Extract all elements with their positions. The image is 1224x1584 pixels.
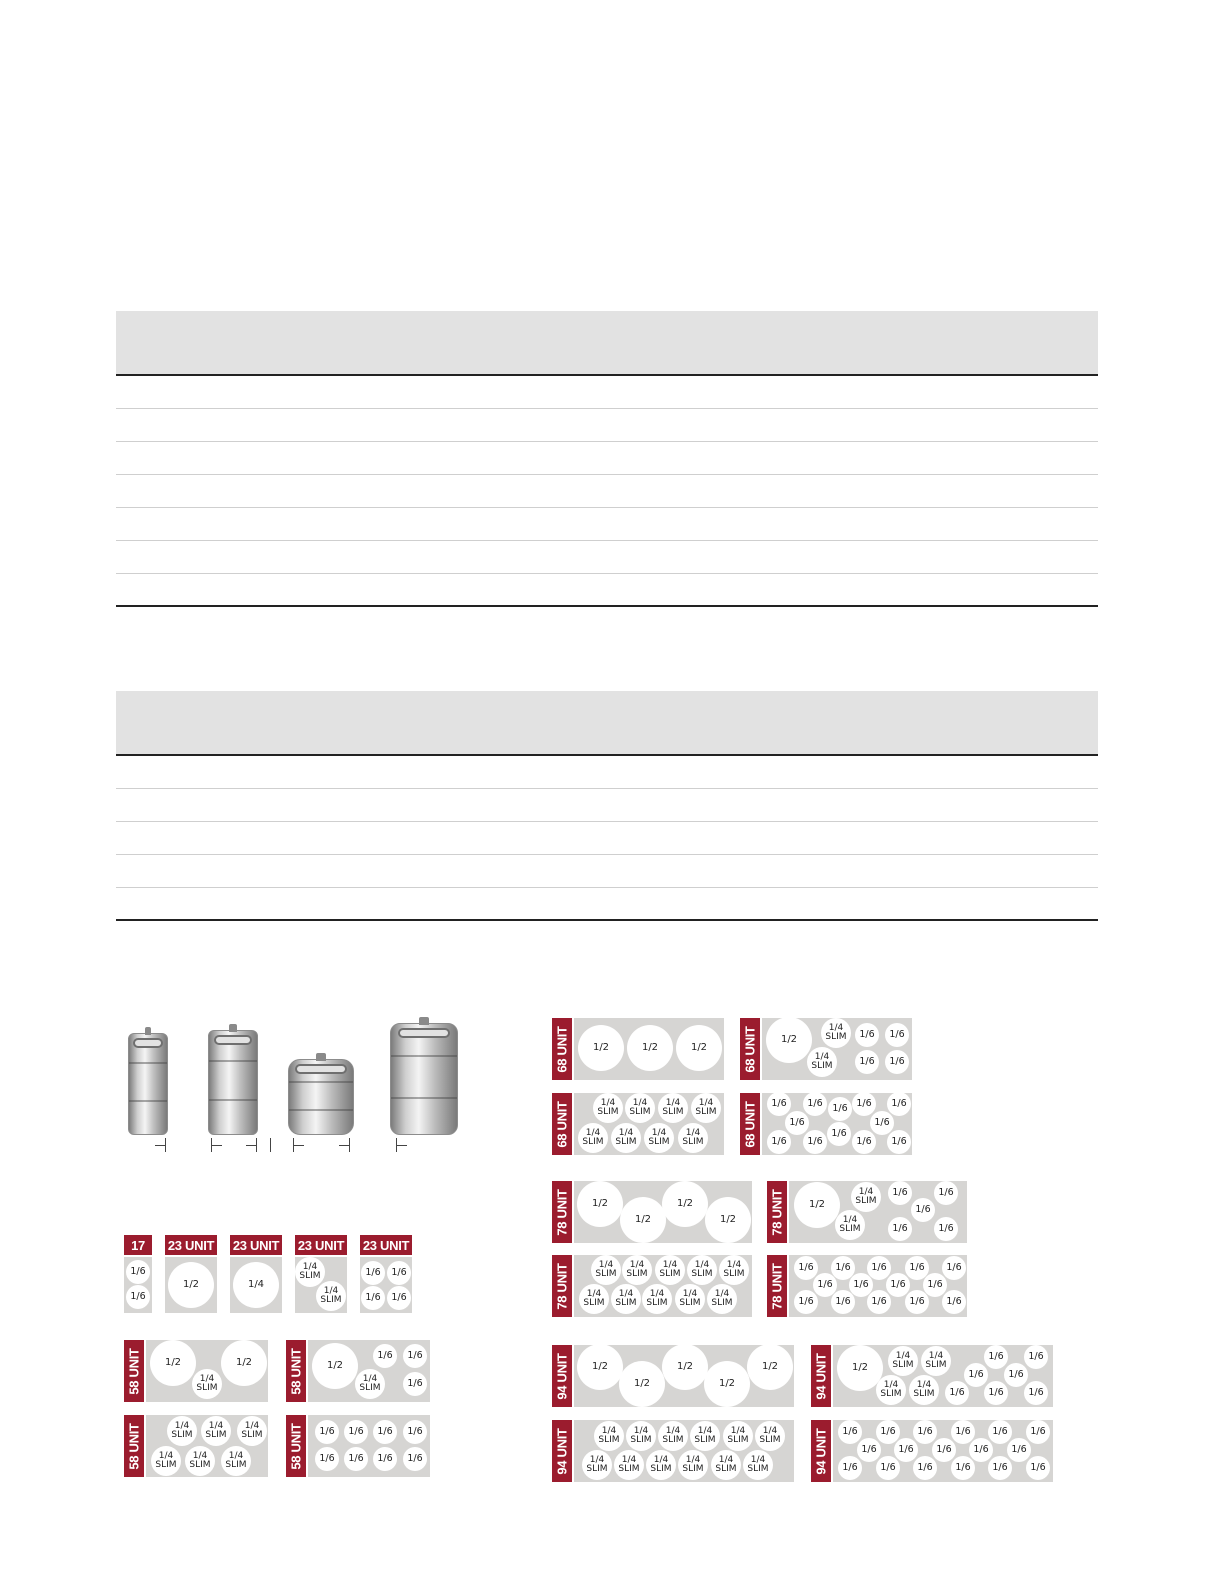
sixth-keg-circle: 1/6 — [964, 1363, 988, 1387]
sixth-keg-circle: 1/6 — [126, 1285, 150, 1309]
quarter-slim-keg-circle: 1/4 SLIM — [755, 1421, 785, 1451]
dimension-marker — [270, 1138, 271, 1152]
quarter-barrel-keg-image — [288, 1059, 354, 1135]
quarter-slim-keg-image — [208, 1030, 258, 1135]
unit-label: 17 — [124, 1235, 152, 1255]
quarter-slim-keg-circle: 1/4 SLIM — [185, 1446, 215, 1476]
quarter-slim-keg-circle: 1/4 SLIM — [691, 1093, 721, 1123]
quarter-slim-keg-circle: 1/4 SLIM — [614, 1450, 644, 1480]
sixth-keg-circle: 1/6 — [1024, 1345, 1048, 1369]
sixth-keg-circle: 1/6 — [794, 1256, 818, 1280]
unit-label: 68 UNIT — [740, 1093, 760, 1155]
table-row — [116, 855, 1098, 888]
quarter-slim-keg-circle: 1/4 SLIM — [655, 1255, 685, 1285]
half-keg-circle: 1/2 — [150, 1340, 196, 1386]
quarter-slim-keg-circle: 1/4 SLIM — [593, 1093, 623, 1123]
half-barrel-keg-image — [390, 1023, 458, 1135]
spec-table-1 — [116, 311, 1098, 607]
sixth-keg-circle: 1/6 — [361, 1261, 385, 1285]
sixth-keg-circle: 1/6 — [911, 1198, 935, 1222]
sixth-keg-circle: 1/6 — [988, 1420, 1012, 1444]
quarter-slim-keg-circle: 1/4 SLIM — [707, 1284, 737, 1314]
half-keg-circle: 1/2 — [747, 1344, 793, 1390]
sixth-keg-circle: 1/6 — [838, 1456, 862, 1480]
quarter-slim-keg-circle: 1/4 SLIM — [644, 1123, 674, 1153]
quarter-slim-keg-circle: 1/4 SLIM — [658, 1421, 688, 1451]
sixth-keg-circle: 1/6 — [888, 1217, 912, 1241]
sixth-keg-circle: 1/6 — [867, 1290, 891, 1314]
quarter-slim-keg-circle: 1/4 SLIM — [921, 1346, 951, 1376]
unit-label: 78 UNIT — [767, 1255, 787, 1317]
quarter-slim-keg-circle: 1/4 SLIM — [690, 1421, 720, 1451]
table-row — [116, 541, 1098, 574]
sixth-keg-circle: 1/6 — [945, 1381, 969, 1405]
sixth-keg-circle: 1/6 — [932, 1438, 956, 1462]
quarter-slim-keg-circle: 1/4 SLIM — [167, 1416, 197, 1446]
unit-label: 94 UNIT — [552, 1420, 572, 1482]
sixth-keg-circle: 1/6 — [942, 1290, 966, 1314]
half-keg-circle: 1/2 — [620, 1197, 666, 1243]
sixth-keg-circle: 1/6 — [813, 1273, 837, 1297]
dimension-marker — [155, 1145, 165, 1146]
sixth-keg-circle: 1/6 — [315, 1447, 339, 1471]
sixth-keg-circle: 1/6 — [373, 1420, 397, 1444]
unit-label: 23 UNIT — [360, 1235, 412, 1255]
quarter-slim-keg-circle: 1/4 SLIM — [876, 1375, 906, 1405]
sixth-barrel-keg-image — [128, 1033, 168, 1135]
unit-label: 58 UNIT — [286, 1340, 306, 1402]
quarter-slim-keg-circle: 1/4 SLIM — [295, 1257, 325, 1287]
sixth-keg-circle: 1/6 — [838, 1420, 862, 1444]
sixth-keg-circle: 1/6 — [855, 1023, 879, 1047]
dimension-marker — [212, 1145, 222, 1146]
half-keg-circle: 1/2 — [577, 1181, 623, 1227]
quarter-slim-keg-circle: 1/4 SLIM — [835, 1210, 865, 1240]
quarter-slim-keg-circle: 1/4 SLIM — [591, 1255, 621, 1285]
quarter-slim-keg-circle: 1/4 SLIM — [594, 1421, 624, 1451]
sixth-keg-circle: 1/6 — [888, 1181, 912, 1205]
sixth-keg-circle: 1/6 — [852, 1130, 876, 1154]
sixth-keg-circle: 1/6 — [387, 1261, 411, 1285]
quarter-slim-keg-circle: 1/4 SLIM — [821, 1018, 851, 1048]
sixth-keg-circle: 1/6 — [951, 1420, 975, 1444]
sixth-keg-circle: 1/6 — [344, 1447, 368, 1471]
quarter-slim-keg-circle: 1/4 SLIM — [622, 1255, 652, 1285]
sixth-keg-circle: 1/6 — [831, 1290, 855, 1314]
sixth-keg-circle: 1/6 — [988, 1456, 1012, 1480]
table-row — [116, 442, 1098, 475]
quarter-slim-keg-circle: 1/4 SLIM — [743, 1450, 773, 1480]
half-keg-circle: 1/2 — [662, 1344, 708, 1390]
sixth-keg-circle: 1/6 — [373, 1447, 397, 1471]
half-keg-circle: 1/2 — [168, 1262, 214, 1308]
table-row — [116, 756, 1098, 789]
table-row — [116, 789, 1098, 822]
sixth-keg-circle: 1/6 — [934, 1181, 958, 1205]
table-row — [116, 475, 1098, 508]
unit-label: 23 UNIT — [230, 1235, 282, 1255]
sixth-keg-circle: 1/6 — [951, 1456, 975, 1480]
spec-table-2 — [116, 691, 1098, 921]
half-keg-circle: 1/2 — [662, 1181, 708, 1227]
half-keg-circle: 1/2 — [704, 1361, 750, 1407]
sixth-keg-circle: 1/6 — [849, 1273, 873, 1297]
unit-label: 78 UNIT — [767, 1181, 787, 1243]
sixth-keg-circle: 1/6 — [315, 1420, 339, 1444]
sixth-keg-circle: 1/6 — [126, 1260, 150, 1284]
sixth-keg-circle: 1/6 — [905, 1256, 929, 1280]
sixth-keg-circle: 1/6 — [803, 1130, 827, 1154]
dimension-marker — [339, 1145, 349, 1146]
sixth-keg-circle: 1/6 — [767, 1092, 791, 1116]
sixth-keg-circle: 1/6 — [767, 1130, 791, 1154]
sixth-keg-circle: 1/6 — [785, 1111, 809, 1135]
unit-label: 23 UNIT — [165, 1235, 217, 1255]
unit-label: 94 UNIT — [811, 1420, 831, 1482]
quarter-slim-keg-circle: 1/4 SLIM — [851, 1182, 881, 1212]
quarter-slim-keg-circle: 1/4 SLIM — [626, 1421, 656, 1451]
sixth-keg-circle: 1/6 — [913, 1456, 937, 1480]
quarter-slim-keg-circle: 1/4 SLIM — [909, 1375, 939, 1405]
quarter-slim-keg-circle: 1/4 SLIM — [646, 1450, 676, 1480]
sixth-keg-circle: 1/6 — [876, 1420, 900, 1444]
sixth-keg-circle: 1/6 — [886, 1273, 910, 1297]
sixth-keg-circle: 1/6 — [942, 1256, 966, 1280]
dimension-marker — [397, 1145, 407, 1146]
dimension-marker — [294, 1145, 304, 1146]
quarter-keg-circle: 1/4 — [233, 1262, 279, 1308]
quarter-slim-keg-circle: 1/4 SLIM — [611, 1284, 641, 1314]
unit-label: 78 UNIT — [552, 1255, 572, 1317]
keg-images — [120, 1015, 480, 1155]
half-keg-circle: 1/2 — [794, 1182, 840, 1228]
quarter-slim-keg-circle: 1/4 SLIM — [807, 1047, 837, 1077]
sixth-keg-circle: 1/6 — [870, 1111, 894, 1135]
unit-label: 94 UNIT — [552, 1345, 572, 1407]
sixth-keg-circle: 1/6 — [913, 1420, 937, 1444]
table-row — [116, 574, 1098, 607]
unit-label: 58 UNIT — [124, 1340, 144, 1402]
sixth-keg-circle: 1/6 — [934, 1217, 958, 1241]
half-keg-circle: 1/2 — [676, 1025, 722, 1071]
quarter-slim-keg-circle: 1/4 SLIM — [151, 1446, 181, 1476]
sixth-keg-circle: 1/6 — [1026, 1456, 1050, 1480]
sixth-keg-circle: 1/6 — [984, 1381, 1008, 1405]
sixth-keg-circle: 1/6 — [403, 1344, 427, 1368]
unit-label: 68 UNIT — [552, 1018, 572, 1080]
half-keg-circle: 1/2 — [312, 1343, 358, 1389]
quarter-slim-keg-circle: 1/4 SLIM — [237, 1416, 267, 1446]
sixth-keg-circle: 1/6 — [894, 1438, 918, 1462]
unit-label: 68 UNIT — [740, 1018, 760, 1080]
quarter-slim-keg-circle: 1/4 SLIM — [711, 1450, 741, 1480]
table-row — [116, 376, 1098, 409]
dimension-marker — [246, 1145, 256, 1146]
sixth-keg-circle: 1/6 — [794, 1290, 818, 1314]
table-row — [116, 822, 1098, 855]
sixth-keg-circle: 1/6 — [852, 1092, 876, 1116]
sixth-keg-circle: 1/6 — [827, 1122, 851, 1146]
table-row — [116, 888, 1098, 921]
unit-label: 78 UNIT — [552, 1181, 572, 1243]
quarter-slim-keg-circle: 1/4 SLIM — [723, 1421, 753, 1451]
quarter-slim-keg-circle: 1/4 SLIM — [678, 1450, 708, 1480]
quarter-slim-keg-circle: 1/4 SLIM — [355, 1369, 385, 1399]
sixth-keg-circle: 1/6 — [403, 1447, 427, 1471]
quarter-slim-keg-circle: 1/4 SLIM — [658, 1093, 688, 1123]
quarter-slim-keg-circle: 1/4 SLIM — [687, 1255, 717, 1285]
quarter-slim-keg-circle: 1/4 SLIM — [642, 1284, 672, 1314]
quarter-slim-keg-circle: 1/4 SLIM — [582, 1450, 612, 1480]
sixth-keg-circle: 1/6 — [969, 1438, 993, 1462]
sixth-keg-circle: 1/6 — [1024, 1381, 1048, 1405]
unit-label: 23 UNIT — [295, 1235, 347, 1255]
quarter-slim-keg-circle: 1/4 SLIM — [888, 1346, 918, 1376]
sixth-keg-circle: 1/6 — [887, 1130, 911, 1154]
dimension-marker — [165, 1138, 166, 1152]
quarter-slim-keg-circle: 1/4 SLIM — [611, 1123, 641, 1153]
quarter-slim-keg-circle: 1/4 SLIM — [675, 1284, 705, 1314]
half-keg-circle: 1/2 — [705, 1197, 751, 1243]
table-1-header — [116, 311, 1098, 376]
sixth-keg-circle: 1/6 — [887, 1092, 911, 1116]
sixth-keg-circle: 1/6 — [1007, 1438, 1031, 1462]
half-keg-circle: 1/2 — [577, 1344, 623, 1390]
unit-label: 58 UNIT — [286, 1415, 306, 1477]
half-keg-circle: 1/2 — [578, 1025, 624, 1071]
half-keg-circle: 1/2 — [221, 1340, 267, 1386]
quarter-slim-keg-circle: 1/4 SLIM — [192, 1369, 222, 1399]
sixth-keg-circle: 1/6 — [828, 1097, 852, 1121]
sixth-keg-circle: 1/6 — [1026, 1420, 1050, 1444]
sixth-keg-circle: 1/6 — [387, 1286, 411, 1310]
quarter-slim-keg-circle: 1/4 SLIM — [579, 1284, 609, 1314]
sixth-keg-circle: 1/6 — [831, 1256, 855, 1280]
sixth-keg-circle: 1/6 — [905, 1290, 929, 1314]
quarter-slim-keg-circle: 1/4 SLIM — [719, 1255, 749, 1285]
unit-label: 58 UNIT — [124, 1415, 144, 1477]
table-2-header — [116, 691, 1098, 756]
sixth-keg-circle: 1/6 — [984, 1345, 1008, 1369]
dimension-marker — [349, 1138, 350, 1152]
quarter-slim-keg-circle: 1/4 SLIM — [578, 1123, 608, 1153]
sixth-keg-circle: 1/6 — [361, 1286, 385, 1310]
half-keg-circle: 1/2 — [766, 1017, 812, 1063]
unit-label: 68 UNIT — [552, 1093, 572, 1155]
table-row — [116, 508, 1098, 541]
half-keg-circle: 1/2 — [837, 1345, 883, 1391]
sixth-keg-circle: 1/6 — [373, 1344, 397, 1368]
quarter-slim-keg-circle: 1/4 SLIM — [678, 1123, 708, 1153]
sixth-keg-circle: 1/6 — [1004, 1363, 1028, 1387]
sixth-keg-circle: 1/6 — [855, 1050, 879, 1074]
quarter-slim-keg-circle: 1/4 SLIM — [221, 1446, 251, 1476]
quarter-slim-keg-circle: 1/4 SLIM — [201, 1416, 231, 1446]
table-row — [116, 409, 1098, 442]
sixth-keg-circle: 1/6 — [876, 1456, 900, 1480]
sixth-keg-circle: 1/6 — [885, 1023, 909, 1047]
half-keg-circle: 1/2 — [619, 1361, 665, 1407]
sixth-keg-circle: 1/6 — [344, 1420, 368, 1444]
dimension-marker — [256, 1138, 257, 1152]
quarter-slim-keg-circle: 1/4 SLIM — [625, 1093, 655, 1123]
sixth-keg-circle: 1/6 — [403, 1420, 427, 1444]
half-keg-circle: 1/2 — [627, 1025, 673, 1071]
sixth-keg-circle: 1/6 — [403, 1372, 427, 1396]
quarter-slim-keg-circle: 1/4 SLIM — [316, 1281, 346, 1311]
sixth-keg-circle: 1/6 — [867, 1256, 891, 1280]
sixth-keg-circle: 1/6 — [803, 1092, 827, 1116]
sixth-keg-circle: 1/6 — [923, 1273, 947, 1297]
unit-label: 94 UNIT — [811, 1345, 831, 1407]
sixth-keg-circle: 1/6 — [857, 1438, 881, 1462]
sixth-keg-circle: 1/6 — [885, 1050, 909, 1074]
